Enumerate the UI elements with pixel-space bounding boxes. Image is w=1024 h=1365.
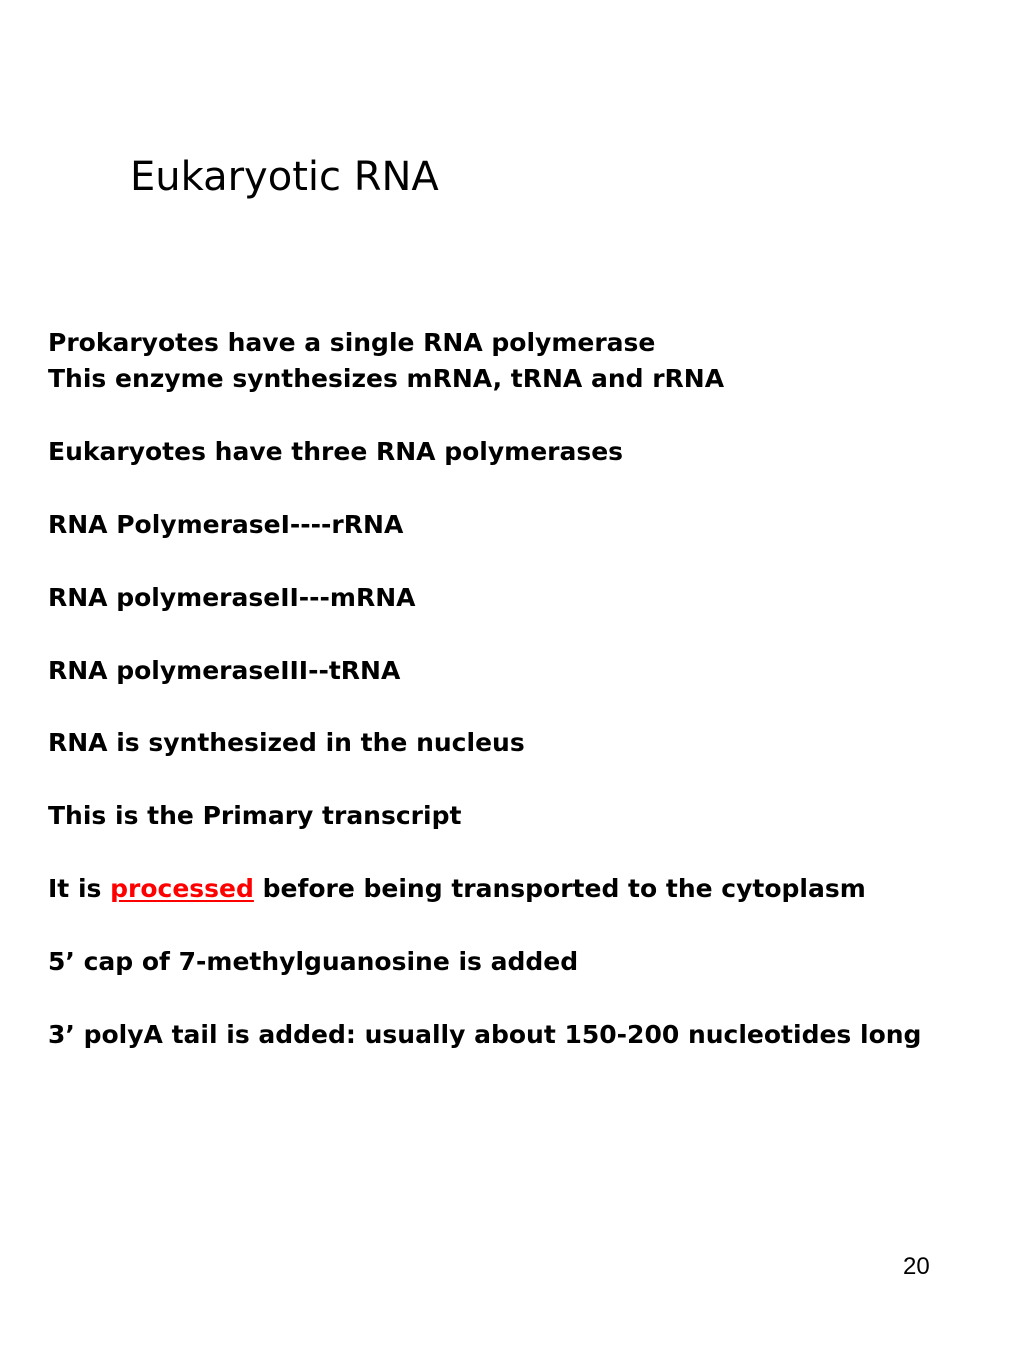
page-number: 20 <box>903 1253 930 1280</box>
line-polya-tail: 3’ polyA tail is added: usually about 150-200 nucleotides long <box>48 1020 922 1049</box>
slide-title: Eukaryotic RNA <box>130 154 439 200</box>
line-five-prime-cap: 5’ cap of 7-methylguanosine is added <box>48 947 579 976</box>
line-processed <box>48 874 866 904</box>
line-eukaryotes-polymerases: Eukaryotes have three RNA polymerases <box>48 437 624 466</box>
line-synthesized-nucleus: RNA is synthesized in the nucleus <box>48 728 525 757</box>
line-primary-transcript: This is the Primary transcript <box>48 801 462 830</box>
processed-highlight: processed <box>110 874 254 903</box>
line-polymerase-ii: RNA polymeraseII---mRNA <box>48 583 416 612</box>
line-polymerase-i: RNA PolymeraseI----rRNA <box>48 510 404 539</box>
line-polymerase-iii: RNA polymeraseIII--tRNA <box>48 656 401 685</box>
line-prokaryotes-polymerase: Prokaryotes have a single RNA polymerase <box>48 328 656 357</box>
line-processed-suffix: before being transported to the cytoplasm <box>253 874 866 903</box>
line-enzyme-synthesizes: This enzyme synthesizes mRNA, tRNA and rRNA <box>48 364 725 393</box>
line-processed-prefix: It is <box>48 874 111 903</box>
